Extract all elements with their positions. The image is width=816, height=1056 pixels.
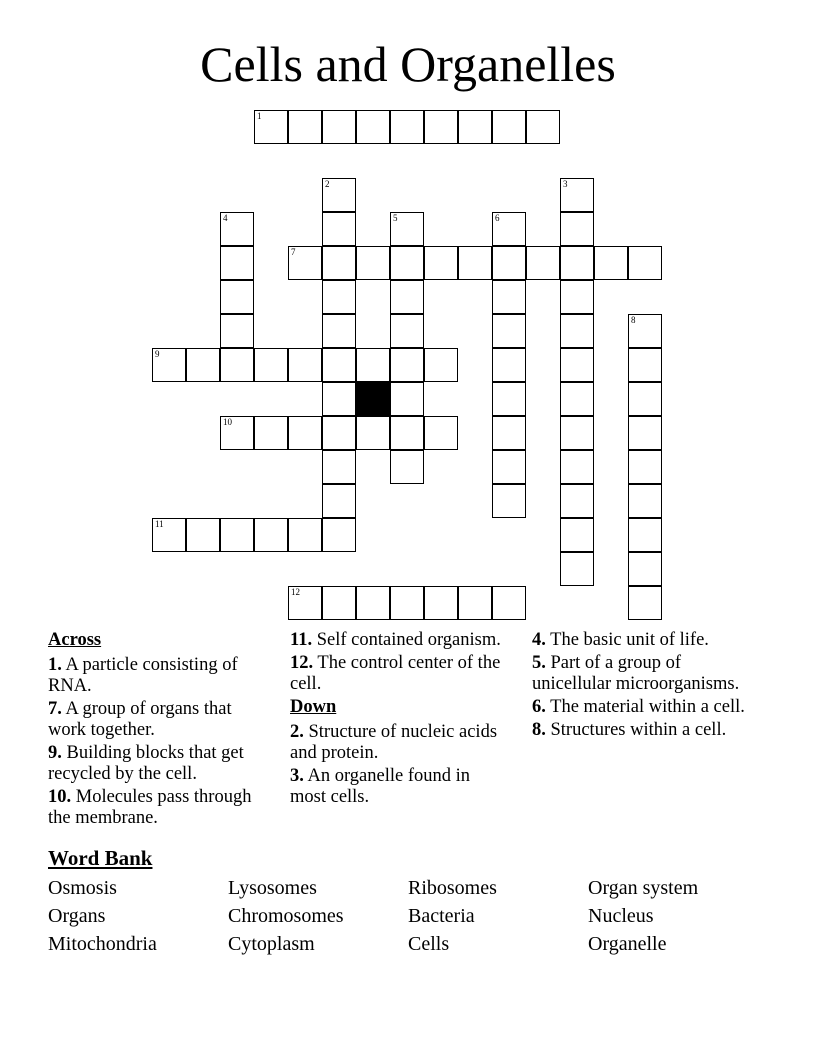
grid-cell[interactable] bbox=[288, 518, 322, 552]
grid-cell[interactable] bbox=[254, 416, 288, 450]
grid-cell[interactable] bbox=[390, 382, 424, 416]
grid-cell[interactable] bbox=[254, 110, 288, 144]
grid-cell[interactable] bbox=[322, 348, 356, 382]
grid-cell[interactable] bbox=[492, 416, 526, 450]
grid-cell[interactable] bbox=[220, 518, 254, 552]
grid-cell[interactable] bbox=[458, 586, 492, 620]
grid-cell[interactable] bbox=[390, 586, 424, 620]
grid-cell[interactable] bbox=[560, 484, 594, 518]
grid-cell[interactable] bbox=[424, 416, 458, 450]
clue-down-2: 2. Structure of nucleic acids and protein. bbox=[290, 722, 498, 763]
grid-cell[interactable] bbox=[628, 552, 662, 586]
grid-cell[interactable] bbox=[628, 586, 662, 620]
clue-number: 2 bbox=[325, 179, 330, 189]
grid-cell[interactable] bbox=[390, 348, 424, 382]
word-bank-title: Word Bank bbox=[48, 846, 153, 870]
clue-number: 4 bbox=[223, 213, 228, 223]
grid-cell[interactable] bbox=[220, 348, 254, 382]
clue-number: 11 bbox=[155, 519, 164, 529]
grid-cell[interactable] bbox=[628, 518, 662, 552]
word-bank-item: Organs bbox=[48, 905, 106, 927]
clue-down-4: 4. The basic unit of life. bbox=[532, 630, 709, 650]
word-bank-item: Cells bbox=[408, 933, 450, 955]
grid-cell[interactable] bbox=[492, 484, 526, 518]
puzzle-title: Cells and Organelles bbox=[200, 36, 616, 92]
grid-cell[interactable] bbox=[560, 246, 594, 280]
word-bank-item: Lysosomes bbox=[228, 877, 317, 899]
clue-across-11: 11. Self contained organism. bbox=[290, 630, 501, 650]
grid-cell[interactable] bbox=[628, 348, 662, 382]
grid-cell[interactable] bbox=[560, 450, 594, 484]
grid-cell[interactable] bbox=[492, 246, 526, 280]
word-bank-item: Cytoplasm bbox=[228, 933, 315, 955]
grid-cell[interactable] bbox=[560, 518, 594, 552]
clues-column-1 bbox=[48, 630, 258, 831]
grid-cell[interactable] bbox=[390, 314, 424, 348]
grid-cell[interactable] bbox=[322, 484, 356, 518]
grid-cell[interactable] bbox=[492, 280, 526, 314]
grid-cell[interactable] bbox=[424, 348, 458, 382]
grid-cell[interactable] bbox=[322, 212, 356, 246]
grid-cell[interactable] bbox=[322, 280, 356, 314]
grid-cell[interactable] bbox=[322, 314, 356, 348]
grid-cell[interactable] bbox=[220, 314, 254, 348]
grid-cell[interactable] bbox=[322, 416, 356, 450]
grid-cell[interactable] bbox=[254, 348, 288, 382]
grid-cell[interactable] bbox=[220, 416, 254, 450]
grid-cell[interactable] bbox=[492, 212, 526, 246]
clue-number: 3 bbox=[563, 179, 568, 189]
grid-cell[interactable] bbox=[560, 382, 594, 416]
grid-cell[interactable] bbox=[356, 246, 390, 280]
clues-column-2 bbox=[290, 630, 506, 810]
grid-cell[interactable] bbox=[424, 110, 458, 144]
grid-cell[interactable] bbox=[424, 586, 458, 620]
grid-cell[interactable] bbox=[526, 246, 560, 280]
clue-number: 7 bbox=[291, 247, 296, 257]
grid-cell[interactable] bbox=[560, 178, 594, 212]
down-heading: Down bbox=[290, 697, 337, 717]
clue-number: 6 bbox=[495, 213, 500, 223]
clue-across-9: 9. Building blocks that get recycled by the cell. bbox=[48, 743, 244, 784]
grid-cell[interactable] bbox=[322, 110, 356, 144]
grid-cell[interactable] bbox=[288, 348, 322, 382]
grid-cell[interactable] bbox=[492, 586, 526, 620]
grid-cell[interactable] bbox=[288, 246, 322, 280]
grid-cell[interactable] bbox=[152, 348, 186, 382]
grid-cell[interactable] bbox=[390, 280, 424, 314]
clue-across-1: 1. A particle consisting of RNA. bbox=[48, 655, 238, 696]
grid-cell[interactable] bbox=[560, 552, 594, 586]
grid-cell[interactable] bbox=[356, 110, 390, 144]
clue-across-12: 12. The control center of the cell. bbox=[290, 653, 501, 694]
grid-cell[interactable] bbox=[390, 110, 424, 144]
grid-cell[interactable] bbox=[560, 314, 594, 348]
grid-cell[interactable] bbox=[594, 246, 628, 280]
word-bank-item: Mitochondria bbox=[48, 933, 157, 955]
grid-cell[interactable] bbox=[628, 382, 662, 416]
grid-cell[interactable] bbox=[288, 110, 322, 144]
word-bank-item: Organ system bbox=[588, 877, 699, 899]
grid-cell[interactable] bbox=[424, 246, 458, 280]
grid-cell[interactable] bbox=[288, 416, 322, 450]
word-bank-item: Organelle bbox=[588, 933, 667, 955]
clue-number: 5 bbox=[393, 213, 398, 223]
clue-number: 1 bbox=[257, 111, 262, 121]
grid-cell[interactable] bbox=[458, 110, 492, 144]
grid-cell[interactable] bbox=[390, 450, 424, 484]
grid-cell[interactable] bbox=[628, 314, 662, 348]
clues-column-3 bbox=[532, 630, 746, 743]
grid-cell[interactable] bbox=[492, 348, 526, 382]
grid-cell[interactable] bbox=[322, 382, 356, 416]
clue-number: 10 bbox=[223, 417, 232, 427]
grid-cell[interactable] bbox=[186, 348, 220, 382]
word-bank-item: Nucleus bbox=[588, 905, 654, 927]
clue-across-10: 10. Molecules pass through the membrane. bbox=[48, 787, 252, 828]
clue-down-3: 3. An organelle found in most cells. bbox=[290, 766, 471, 807]
word-bank-item: Ribosomes bbox=[408, 877, 497, 899]
grid-cell[interactable] bbox=[220, 212, 254, 246]
grid-cell[interactable] bbox=[322, 246, 356, 280]
word-bank-item: Chromosomes bbox=[228, 905, 344, 927]
grid-cell[interactable] bbox=[628, 246, 662, 280]
across-heading: Across bbox=[48, 630, 102, 650]
grid-cell[interactable] bbox=[322, 586, 356, 620]
grid-cell[interactable] bbox=[560, 416, 594, 450]
grid-cell[interactable] bbox=[390, 416, 424, 450]
clue-down-5: 5. Part of a group of unicellular microorganisms. bbox=[532, 653, 740, 694]
grid-cell[interactable] bbox=[356, 416, 390, 450]
word-bank-item: Osmosis bbox=[48, 877, 117, 899]
grid-cell[interactable] bbox=[152, 518, 186, 552]
clue-down-8: 8. Structures within a cell. bbox=[532, 720, 727, 740]
grid-cell[interactable] bbox=[322, 178, 356, 212]
black-square bbox=[356, 382, 390, 416]
grid-cell[interactable] bbox=[492, 314, 526, 348]
grid-cell[interactable] bbox=[390, 212, 424, 246]
grid-cell[interactable] bbox=[560, 348, 594, 382]
grid-cell[interactable] bbox=[628, 484, 662, 518]
grid-cell[interactable] bbox=[492, 450, 526, 484]
grid-cell[interactable] bbox=[288, 586, 322, 620]
grid-cell[interactable] bbox=[628, 416, 662, 450]
grid-cell[interactable] bbox=[220, 246, 254, 280]
grid-cell[interactable] bbox=[322, 518, 356, 552]
grid-cell[interactable] bbox=[526, 110, 560, 144]
grid-cell[interactable] bbox=[560, 280, 594, 314]
grid-cell[interactable] bbox=[220, 280, 254, 314]
grid-cell[interactable] bbox=[628, 450, 662, 484]
grid-cell[interactable] bbox=[560, 212, 594, 246]
grid-cell[interactable] bbox=[356, 348, 390, 382]
grid-cell[interactable] bbox=[254, 518, 288, 552]
clue-number: 8 bbox=[631, 315, 636, 325]
grid-cell[interactable] bbox=[390, 246, 424, 280]
clue-across-7: 7. A group of organs that work together. bbox=[48, 699, 232, 740]
clue-down-6: 6. The material within a cell. bbox=[532, 697, 745, 717]
grid-cell[interactable] bbox=[186, 518, 220, 552]
grid-cell[interactable] bbox=[356, 586, 390, 620]
grid-cell[interactable] bbox=[458, 246, 492, 280]
word-bank-item: Bacteria bbox=[408, 905, 475, 927]
grid-cell[interactable] bbox=[492, 382, 526, 416]
clue-number: 12 bbox=[291, 587, 300, 597]
clue-number: 9 bbox=[155, 349, 160, 359]
grid-cell[interactable] bbox=[492, 110, 526, 144]
grid-cell[interactable] bbox=[322, 450, 356, 484]
